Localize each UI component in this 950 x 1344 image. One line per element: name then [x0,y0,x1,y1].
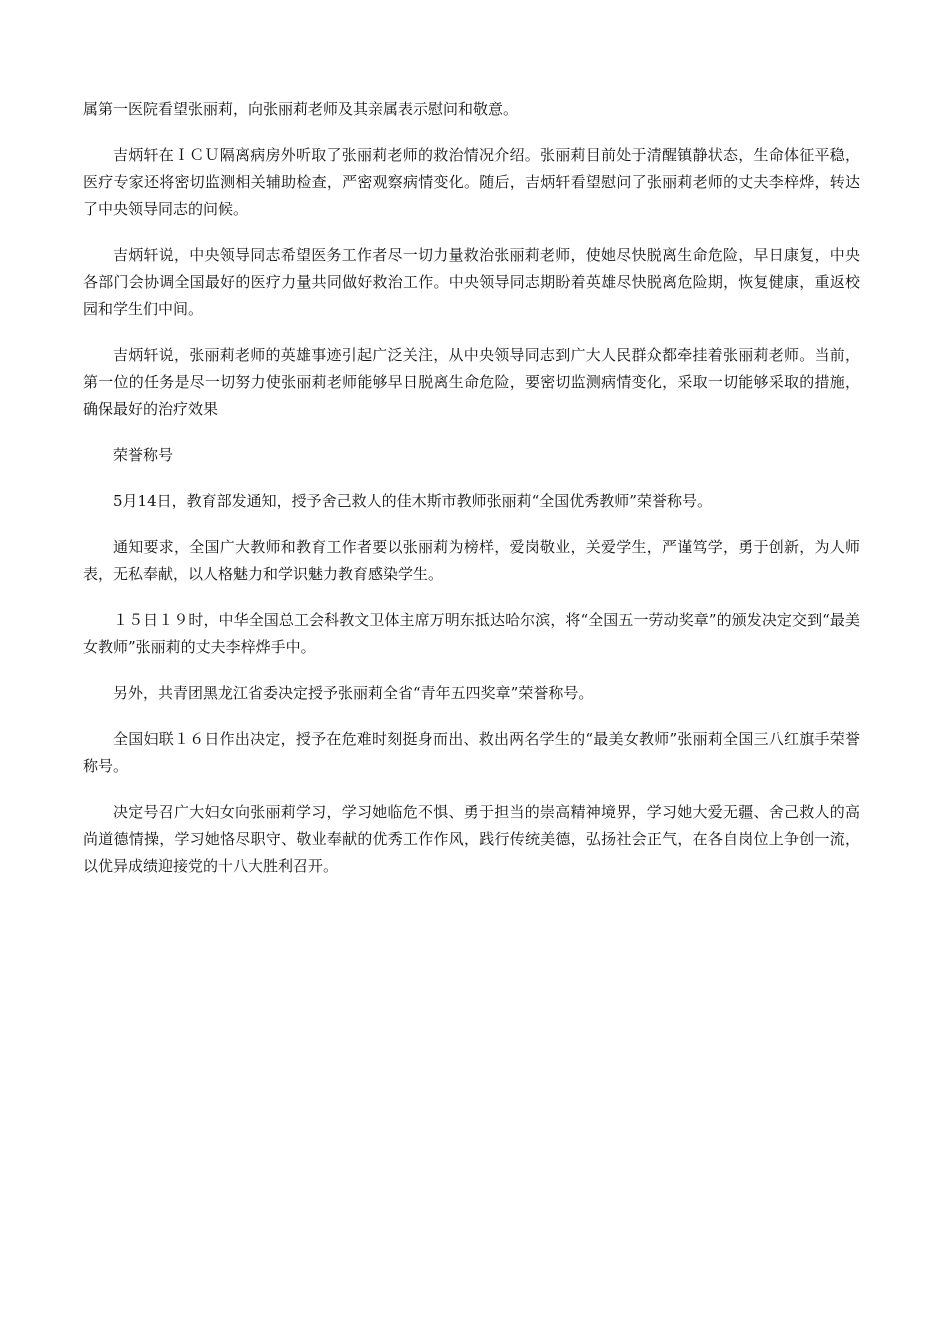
document-body [83,96,860,899]
paragraph-call-to-learn: 决定号召广大妇女向张丽莉学习，学习她临危不惧、勇于担当的崇高精神境界，学习她大爱无疆、舍己救人的高尚道德情操，学习她恪尽职守、敬业奉献的优秀工作作风，践行传统美德，弘扬社会正气，在各自岗位上争创一流，以优异成绩迎接党的十八大胜利召开。 [83,803,860,875]
paragraph-labor-medal: １５日１９时，中华全国总工会科教文卫体主席万明东抵达哈尔滨，将“全国五一劳动奖章”的颁发决定交到“最美女教师”张丽莉的丈夫李梓烨手中。 [83,611,860,656]
paragraph-ministry-notice: 5月14日，教育部发通知，授予舍己救人的佳木斯市教师张丽莉“全国优秀教师”荣誉称号。 [113,492,712,510]
paragraph-notice-requirements: 通知要求，全国广大教师和教育工作者要以张丽莉为榜样，爱岗敬业，关爱学生，严谨笃学，勇于创新，为人师表，无私奉献，以人格魅力和学识魅力教育感染学生。 [83,538,860,583]
paragraph-continuation: 属第一医院看望张丽莉，向张丽莉老师及其亲属表示慰问和敬意。 [83,100,519,118]
section-heading-honors: 荣誉称号 [113,446,174,464]
paragraph-youth-medal: 另外，共青团黑龙江省委决定授予张丽莉全省“青年五四奖章”荣誉称号。 [113,684,594,702]
paragraph-icu-briefing: 吉炳轩在ＩＣＵ隔离病房外听取了张丽莉老师的救治情况介绍。张丽莉目前处于清醒镇静状态，生命体征平稳，医疗专家还将密切监测相关辅助检查，严密观察病情变化。随后，吉炳轩看望慰问了张丽莉老师的丈夫李梓烨，转达了中央领导同志的问候。 [83,146,860,218]
paragraph-central-leaders-hope: 吉炳轩说，中央领导同志希望医务工作者尽一切力量救治张丽莉老师，使她尽快脱离生命危险，早日康复，中央各部门会协调全国最好的医疗力量共同做好救治工作。中央领导同志期盼着英雄尽快脱离危险期，恢复健康，重返校园和学生们中间。 [83,246,860,318]
paragraph-heroic-deeds: 吉炳轩说，张丽莉老师的英雄事迹引起广泛关注，从中央领导同志到广大人民群众都牵挂着张丽莉老师。当前，第一位的任务是尽一切努力使张丽莉老师能够早日脱离生命危险，要密切监测病情变化，采取一切能够采取的措施，确保最好的治疗效果 [83,346,860,418]
paragraph-womens-federation: 全国妇联１６日作出决定，授予在危难时刻挺身而出、救出两名学生的“最美女教师”张丽莉全国三八红旗手荣誉称号。 [83,730,860,775]
